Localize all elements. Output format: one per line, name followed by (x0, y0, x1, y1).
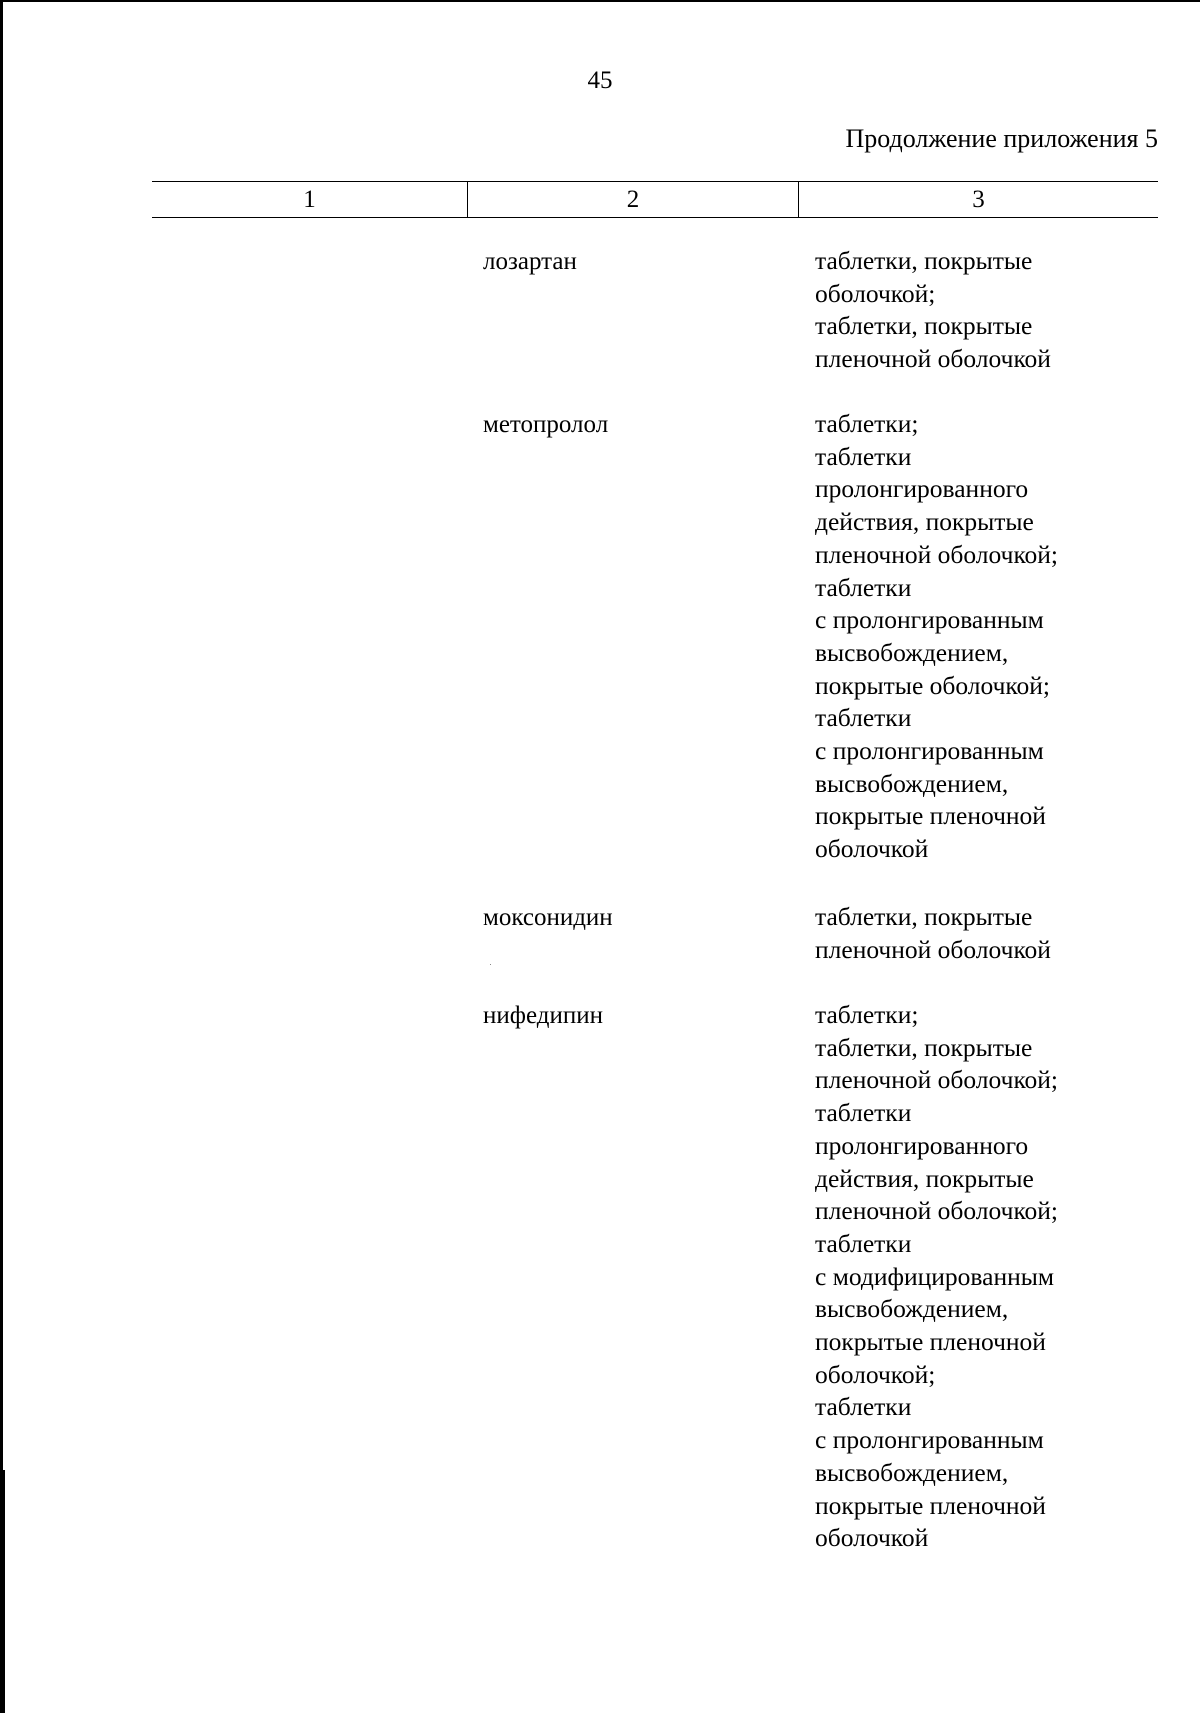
dosage-form-line: высвобождением, (815, 1294, 1009, 1324)
dosage-form-line: с пролонгированным (815, 1425, 1044, 1455)
dosage-form-line: оболочкой (815, 834, 929, 864)
dosage-form-line: с модифицированным (815, 1261, 1055, 1291)
dosage-form-line: таблетки (815, 703, 912, 733)
dosage-form-line: таблетки, покрытые (815, 902, 1033, 931)
dosage-form-line: пленочной оболочкой (815, 344, 1051, 374)
dosage-form-line: пленочной оболочкой; (815, 1196, 1059, 1226)
dosage-form-line: покрытые пленочной (815, 1327, 1046, 1357)
dosage-form-line: таблетки, покрытые (815, 246, 1033, 275)
dosage-form-line: покрытые оболочкой; (815, 670, 1050, 700)
scan-border-left-lower (0, 1470, 5, 1713)
dosage-form-line: действия, покрытые (815, 1163, 1034, 1193)
drug-name: нифедипин (483, 1002, 603, 1029)
column-header-2: 2 (468, 182, 799, 217)
dosage-form-line: покрытые пленочной (815, 1490, 1046, 1520)
drug-name: моксонидин (483, 904, 613, 931)
dosage-form-line: покрытые пленочной (815, 801, 1046, 831)
scan-border-left (0, 0, 3, 1713)
dosage-form-line: таблетки; (815, 1000, 919, 1029)
dosage-form-line: высвобождением, (815, 637, 1009, 667)
dosage-form-line: оболочкой; (815, 278, 936, 308)
dosage-form-line: пролонгированного (815, 474, 1029, 504)
drug-name: метопролол (483, 411, 609, 438)
dosage-form-line: таблетки (815, 1098, 912, 1128)
column-header-3: 3 (972, 185, 985, 213)
page-number: 45 (587, 67, 613, 94)
dosage-form-line: пленочной оболочкой; (815, 1065, 1059, 1095)
dosage-form-line: пролонгированного (815, 1130, 1029, 1160)
dosage-form-line: таблетки (815, 441, 912, 471)
dosage-form-line: с пролонгированным (815, 605, 1044, 635)
drug-name: лозартан (483, 248, 577, 275)
continuation-label: Продолжение приложения 5 (845, 124, 1158, 153)
dosage-form-line: таблетки, покрытые (815, 311, 1033, 341)
scan-border-top (0, 0, 1200, 2)
table-header-row (152, 181, 1158, 218)
dosage-form-line: таблетки (815, 1228, 912, 1258)
dosage-forms (815, 901, 1051, 966)
dosage-form-line: оболочкой (815, 1523, 929, 1553)
dosage-form-line: высвобождением, (815, 768, 1009, 798)
dosage-forms (815, 408, 1058, 866)
scan-speck (490, 964, 491, 965)
dosage-form-line: действия, покрытые (815, 507, 1034, 537)
dosage-form-line: таблетки, покрытые (815, 1032, 1033, 1062)
dosage-form-line: таблетки (815, 572, 912, 602)
column-header-1: 1 (152, 182, 468, 217)
dosage-form-line: пленочной оболочкой; (815, 539, 1059, 569)
dosage-form-line: таблетки (815, 1392, 912, 1422)
dosage-forms (815, 999, 1058, 1555)
dosage-form-line: с пролонгированным (815, 736, 1044, 766)
dosage-forms (815, 245, 1051, 376)
dosage-form-line: высвобождением, (815, 1457, 1009, 1487)
dosage-form-line: таблетки; (815, 409, 919, 438)
dosage-form-line: пленочной оболочкой (815, 934, 1051, 964)
dosage-form-line: оболочкой; (815, 1359, 936, 1389)
